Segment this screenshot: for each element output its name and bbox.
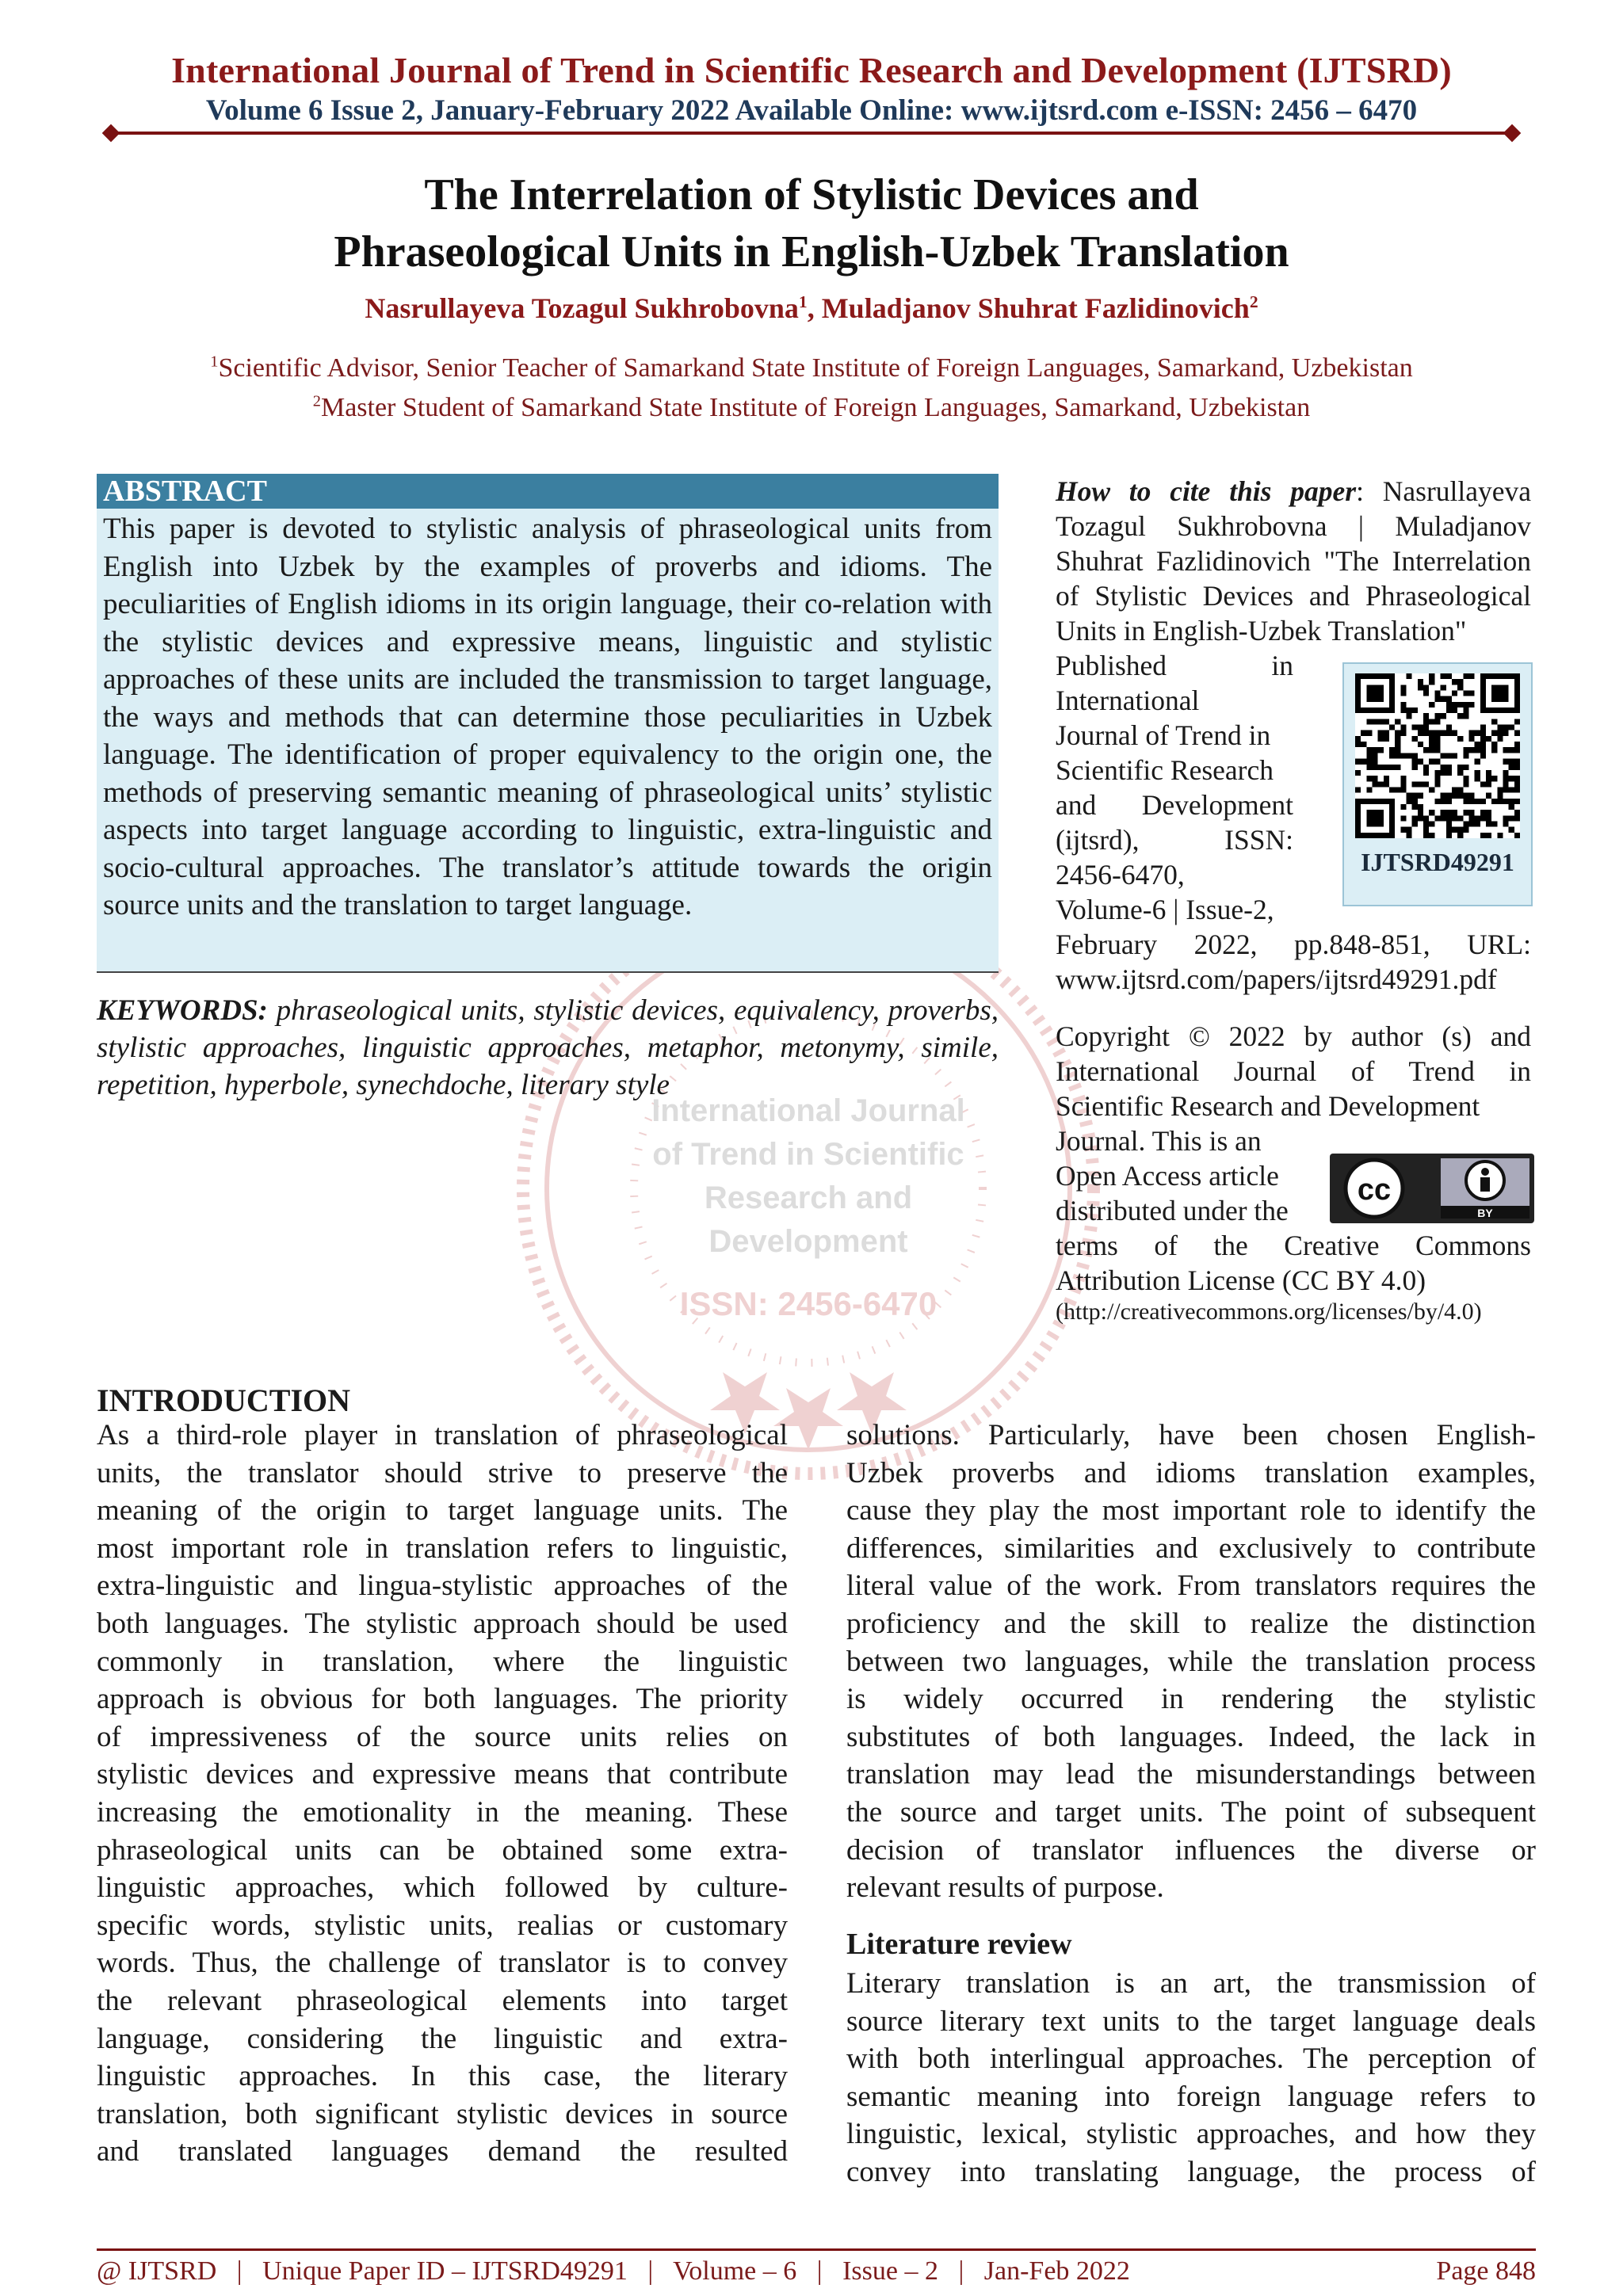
text-line: convey into translating language, the process of (846, 2155, 1536, 2188)
text-line: extra-linguistic and lingua-stylistic approaches of the (97, 1569, 788, 1603)
text-line: Uzbek proverbs and idioms translation examples, (846, 1456, 1536, 1489)
by-text: BY (1477, 1207, 1493, 1219)
text-line: semantic meaning into foreign language refers to (846, 2080, 1536, 2113)
watermark-issn: ISSN: 2456-6470 (679, 1285, 938, 1322)
watermark-line-4: Development (708, 1224, 908, 1259)
page-number: Page 848 (1436, 2256, 1536, 2286)
text-line: substitutes of both languages. Indeed, the lack in (846, 1720, 1536, 1753)
paper-title (0, 166, 1623, 280)
abstract-box (97, 474, 999, 971)
paper-title-line-2: Phraseological Units in English-Uzbek Translation (334, 227, 1289, 277)
copyright-license-url: (http://creativecommons.org/licenses/by/4.0) (1056, 1299, 1482, 1325)
author-1-sup: 1 (798, 292, 808, 311)
page-footer (97, 2256, 1536, 2286)
qr-paper-id: IJTSRD49291 (1361, 848, 1514, 876)
text-line: As a third-role player in translation of phraseological (97, 1419, 788, 1451)
text-line: stylistic devices and expressive means that contribute (97, 1758, 788, 1791)
qr-box (1342, 662, 1533, 906)
copyright-top: Copyright © 2022 by author (s) and International Journal of Trend in Scientific Research and Development (1056, 1020, 1531, 1122)
text-line: of impressiveness of the source units relies on (97, 1720, 788, 1753)
text-line: both languages. The stylistic approach should be used (97, 1607, 788, 1640)
citation-line-8: Volume-6 | Issue-2, (1056, 894, 1274, 925)
citation-line-1: Published in (1056, 650, 1293, 681)
abstract-heading: ABSTRACT (97, 474, 999, 509)
text-line: most important role in translation refers to linguistic, (97, 1531, 788, 1565)
footer-rule (97, 2248, 1536, 2251)
affiliation-2 (0, 393, 1623, 423)
text-line: units, the translator should strive to preserve the (97, 1456, 788, 1489)
text-line: the source and target units. The point of subsequent (846, 1795, 1536, 1829)
text-line: language, considering the linguistic and extra- (97, 2022, 788, 2055)
citation-narrow (1056, 648, 1293, 927)
literature-review-text (846, 1965, 1536, 2191)
citation-line-4: Scientific Research (1056, 754, 1274, 786)
text-line: solutions. Particularly, have been chosen English- (846, 1419, 1536, 1451)
text-line: is widely occurred in rendering the stylistic (846, 1683, 1536, 1716)
text-line: commonly in translation, where the linguistic (97, 1645, 788, 1678)
affiliation-1-text: Scientific Advisor, Senior Teacher of Samarkand State Institute of Foreign Languages, Samarkand, Uzbekistan (218, 353, 1413, 383)
text-line: source literary text units to the target language deals (846, 2004, 1536, 2038)
text-line: linguistic approaches, which followed by culture- (97, 1871, 788, 1905)
watermark-line-1: International Journal (651, 1093, 965, 1128)
header-rule (111, 132, 1512, 135)
text-line: translation, both significant stylistic devices in source (97, 2097, 788, 2130)
paper-title-line-1: The Interrelation of Stylistic Devices and (424, 170, 1199, 219)
text-line: words. Thus, the challenge of translator is to convey (97, 1947, 788, 1980)
cc-by-icon (1330, 1154, 1534, 1223)
citation-line-6: (ijtsrd), ISSN: (1056, 824, 1293, 856)
copyright-line-2: Open Access article (1056, 1160, 1279, 1192)
copyright-line-3: distributed under the (1056, 1195, 1289, 1226)
keywords-text: phraseological units, stylistic devices, equivalency, proverbs, stylistic approaches, linguistic approaches, metaphor, metonymy, simile, repetition, hyperbole, synechdoche, literary style (97, 994, 999, 1101)
author-2: Muladjanov Shuhrat Fazlidinovich (821, 292, 1250, 324)
author-separator: , (807, 292, 822, 324)
author-2-sup: 2 (1249, 292, 1258, 311)
citation-line-7: 2456-6470, (1056, 859, 1185, 891)
text-line: linguistic, lexical, stylistic approaches, and how they (846, 2118, 1536, 2151)
introduction-heading: INTRODUCTION (97, 1383, 351, 1418)
text-line: and translated languages demand the resulted (97, 2135, 788, 2168)
author-line (0, 292, 1623, 325)
citation-bottom: February 2022, pp.848-851, URL: www.ijtsrd.com/papers/ijtsrd49291.pdf (1056, 929, 1531, 995)
text-line: specific words, stylistic units, realias or customary (97, 1909, 788, 1942)
citation-line-5: and Development (1056, 789, 1293, 821)
literature-review-heading: Literature review (846, 1928, 1072, 1961)
affiliation-1-sup: 1 (210, 353, 219, 371)
text-line: phraseological units can be obtained some extra- (97, 1833, 788, 1867)
affiliation-2-text: Master Student of Samarkand State Institute of Foreign Languages, Samarkand, Uzbekistan (320, 393, 1311, 422)
cc-text: cc (1357, 1173, 1392, 1207)
abstract-rule (97, 971, 999, 973)
text-line: meaning of the origin to target language units. The (97, 1494, 788, 1527)
journal-volume-line: Volume 6 Issue 2, January-February 2022 Available Online: www.ijtsrd.com e-ISSN: 2456 – 6470 (205, 94, 1418, 127)
text-line: cause they play the most important role to identify the (846, 1494, 1536, 1527)
text-line: increasing the emotionality in the meaning. These (97, 1795, 788, 1829)
footer-text: @ IJTSRD | Unique Paper ID – IJTSRD49291 | Volume – 6 | Issue – 2 | Jan-Feb 2022 (97, 2256, 1130, 2286)
watermark-line-2: of Trend in Scientific (652, 1137, 964, 1172)
affiliation-1 (0, 353, 1623, 383)
keywords-label: KEYWORDS: (97, 994, 268, 1027)
introduction-right-column (846, 1417, 1536, 1907)
qr-code-icon[interactable] (1355, 673, 1520, 838)
text-line: proficiency and the skill to realize the distinction (846, 1607, 1536, 1640)
citation-label: How to cite this paper (1056, 475, 1357, 507)
text-line: decision of translator influences the diverse or (846, 1833, 1536, 1867)
text-line: literal value of the work. From translators requires the (846, 1569, 1536, 1603)
citation-line-3: Journal of Trend in (1056, 719, 1271, 751)
copyright-narrow (1056, 1123, 1301, 1228)
text-line: between two languages, while the translation process (846, 1645, 1536, 1678)
copyright-line-1: Journal. This is an (1056, 1125, 1262, 1157)
journal-name: International Journal of Trend in Scientific Research and Development (IJTSRD) (171, 50, 1452, 90)
text-line: Literary translation is an art, the transmission of (846, 1967, 1536, 2000)
copyright-bottom: terms of the Creative Commons Attribution License (CC BY 4.0) (1056, 1230, 1531, 1296)
text-line: approach is obvious for both languages. The priority (97, 1683, 788, 1716)
watermark-line-3: Research and (704, 1180, 913, 1215)
text-line: relevant results of purpose. (846, 1871, 1164, 1905)
journal-seal-watermark (507, 887, 1109, 1489)
keywords (97, 992, 999, 1104)
text-line: the relevant phraseological elements into target (97, 1984, 788, 2017)
citation-colon: : (1356, 475, 1364, 507)
abstract-text: This paper is devoted to stylistic analysis of phraseological units from English into Uzbek by the examples of proverbs and idioms. The peculiarities of English idioms in its origin language, their co-relation with the stylistic devices and expressive means, linguistic and stylistic approaches of these units are included the transmission to target language, the ways and methods that can determine those peculiarities in Uzbek language. The identification of proper equivalency to the origin one, the methods of preserving semantic meaning of phraseological units’ stylistic aspects into target language according to linguistic, extra-linguistic and socio-cultural approaches. The translator’s attitude towards the origin source units and the translation to target language. (103, 513, 992, 921)
cc-by-license-badge[interactable] (1330, 1154, 1534, 1223)
citation-top (1056, 474, 1531, 648)
text-line: translation may lead the misunderstandings between (846, 1758, 1536, 1791)
text-line: linguistic approaches. In this case, the literary (97, 2060, 788, 2093)
author-1: Nasrullayeva Tozagul Sukhrobovna (365, 292, 799, 324)
citation-line-2: International (1056, 685, 1200, 716)
introduction-left-column (97, 1417, 788, 2171)
affiliation-2-sup: 2 (312, 392, 321, 410)
citation-top-text: Nasrullayeva Tozagul Sukhrobovna | Muladjanov Shuhrat Fazlidinovich "The Interrelation of Stylistic Devices and Phraseological Units in English-Uzbek Translation" (1056, 475, 1532, 646)
text-line: with both interlingual approaches. The perception of (846, 2042, 1536, 2076)
text-line: differences, similarities and exclusively to contribute (846, 1531, 1536, 1565)
